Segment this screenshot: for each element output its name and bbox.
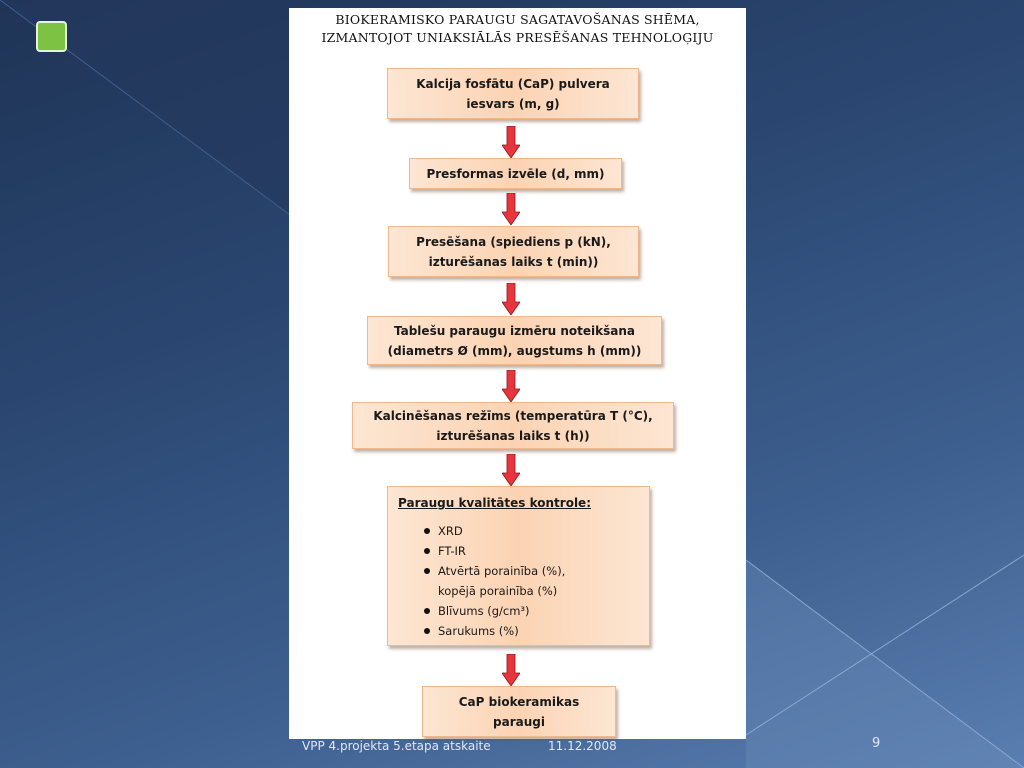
down-arrow-icon (502, 454, 520, 486)
down-arrow-icon (502, 283, 520, 315)
bullet-icon (424, 608, 430, 614)
step-powder-weight (387, 68, 639, 119)
step-pressing (388, 226, 639, 277)
down-arrow-icon (502, 654, 520, 686)
list-item: Blīvums (g/cm³) (398, 601, 565, 621)
step-label: izturēšanas laiks t (min)) (428, 254, 599, 269)
title-line-2: IZMANTOJOT UNIAKSIĀLĀS PRESĒŠANAS TEHNOLOĢIJU (321, 30, 714, 45)
bullet-icon (424, 628, 430, 634)
footer-date: 11.12.2008 (548, 739, 617, 753)
down-arrow-icon (502, 126, 520, 158)
step-size-measurement (367, 316, 662, 365)
final-label: CaP biokeramikas (458, 694, 580, 709)
quality-control-box (387, 486, 650, 646)
step-label: (diametrs Ø (mm), augstums h (mm)) (387, 343, 642, 358)
list-item: Sarukums (%) (398, 621, 565, 641)
accent-square (36, 21, 67, 52)
list-item-continuation: kopējā porainība (%) (438, 584, 558, 598)
bullet-icon (424, 568, 430, 574)
final-label: paraugi (493, 714, 545, 729)
list-item: XRD (398, 521, 565, 541)
footer-text: VPP 4.projekta 5.etapa atskaite (302, 739, 491, 753)
final-samples-box (422, 686, 616, 737)
down-arrow-icon (502, 193, 520, 225)
quality-control-list (398, 521, 565, 641)
bullet-icon (424, 548, 430, 554)
down-arrow-icon (502, 370, 520, 402)
step-label: izturēšanas laiks t (h)) (436, 428, 590, 443)
step-label: Presformas izvēle (d, mm) (426, 166, 605, 181)
page-number: 9 (872, 736, 881, 751)
step-label: iesvars (m, g) (466, 96, 560, 111)
step-calcination (352, 402, 674, 449)
step-label: Kalcinēšanas režīms (temperatūra T (°C), (373, 408, 653, 423)
title-line-1: BIOKERAMISKO PARAUGU SAGATAVOŠANAS SHĒMA, (335, 12, 700, 27)
diagram-title (289, 11, 746, 47)
step-mold-selection (409, 158, 622, 189)
list-item: Atvērtā porainība (%), (398, 561, 565, 581)
step-label: Presēšana (spiediens p (kN), (416, 234, 611, 249)
diagram-image (289, 8, 746, 739)
bullet-icon (424, 528, 430, 534)
step-label: Kalcija fosfātu (CaP) pulvera (416, 76, 610, 91)
list-item: FT-IR (398, 541, 565, 561)
step-label: Tablešu paraugu izmēru noteikšana (393, 323, 635, 338)
quality-control-heading: Paraugu kvalitātes kontrole: (398, 496, 591, 510)
